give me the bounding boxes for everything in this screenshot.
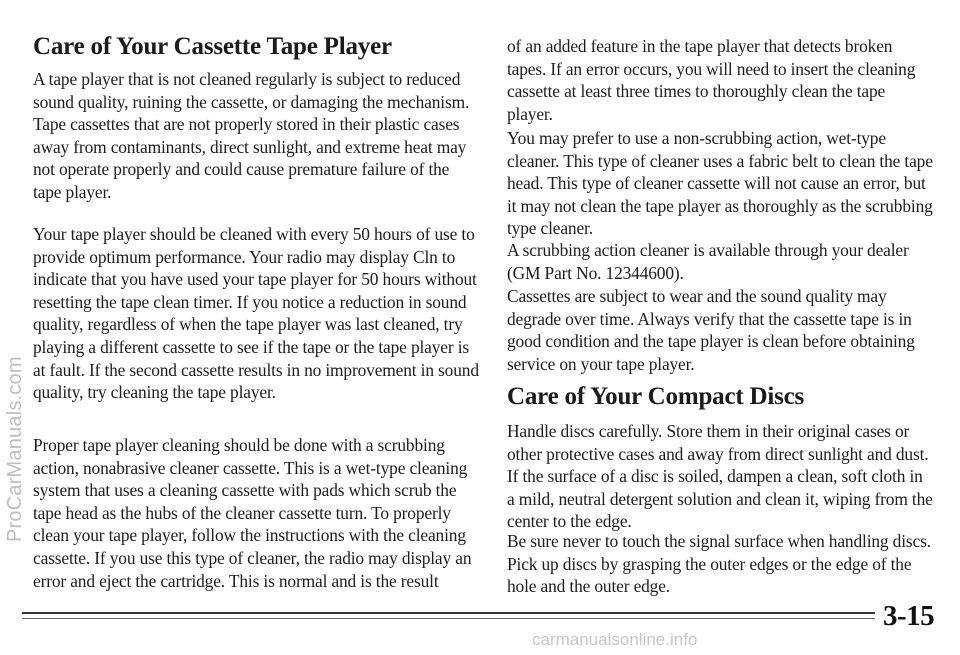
paragraph: Proper tape player cleaning should be done with a scrubbing action, nonabrasive cleaner cassette. This is a wet-type cleaning system that uses a cleaning cassette with pads which scrub the tape head as the hubs of the cleaner cassette turn. To properly clean your tape player, follow the instructions with the cleaning cassette. If you use this type of cleaner, the radio may display an error and eject the cartridge. This is normal and is the result <box>33 435 472 591</box>
paragraph: You may prefer to use a non-scrubbing action, wet-type cleaner. This type of cleaner uses a fabric belt to clean the tape head. This type of cleaner cassette will not cause an error, but it may not clean the tape player as thoroughly as the scrubbing type cleaner. <box>507 128 933 239</box>
paragraph: Be sure never to touch the signal surface when handling discs. Pick up discs by grasping the outer edges or the edge of the hole and the outer edge. <box>507 531 931 597</box>
footer-rule-thin <box>22 618 875 619</box>
section-heading-compact-discs: Care of Your Compact Discs <box>507 383 805 410</box>
paragraph: of an added feature in the tape player that detects broken tapes. If an error occurs, you will need to insert the cleaning cassette at least three times to thoroughly clean the tape player. <box>507 36 916 124</box>
section-heading-cassette: Care of Your Cassette Tape Player <box>33 33 392 60</box>
side-watermark: ProCarManuals.com <box>4 356 26 542</box>
bottom-watermark: carmanualsonline.info <box>532 630 698 649</box>
paragraph: A scrubbing action cleaner is available through your dealer (GM Part No. 12344600). <box>507 240 909 283</box>
paragraph: Handle discs carefully. Store them in their original cases or other protective cases and away from direct sunlight and dust. If the surface of a disc is soiled, dampen a clean, soft cloth in a mild, neutral detergent solution and clean it, wiping from the center to the edge. <box>507 421 933 532</box>
footer-rule <box>22 612 875 614</box>
paragraph: Cassettes are subject to wear and the sound quality may degrade over time. Always verify that the cassette tape is in good condition and the tape player is clean before obtaining service on your tape player. <box>507 286 915 374</box>
paragraph: A tape player that is not cleaned regularly is subject to reduced sound quality, ruining the cassette, or damaging the mechanism. Tape cassettes that are not properly stored in their plastic cases away from contaminants, direct sunlight, and extreme heat may not operate properly and could cause premature failure of the tape player. <box>33 69 470 202</box>
page-number: 3-15 <box>883 600 935 632</box>
paragraph: Your tape player should be cleaned with every 50 hours of use to provide optimum performance. Your radio may display Cln to indicate that you have used your tape player for 50 hours without resetting the tape clean timer. If you notice a reduction in sound quality, regardless of when the tape player was last cleaned, try playing a different cassette to see if the tape or the tape player is at fault. If the second cassette results in no improvement in sound quality, try cleaning the tape player. <box>33 224 479 403</box>
